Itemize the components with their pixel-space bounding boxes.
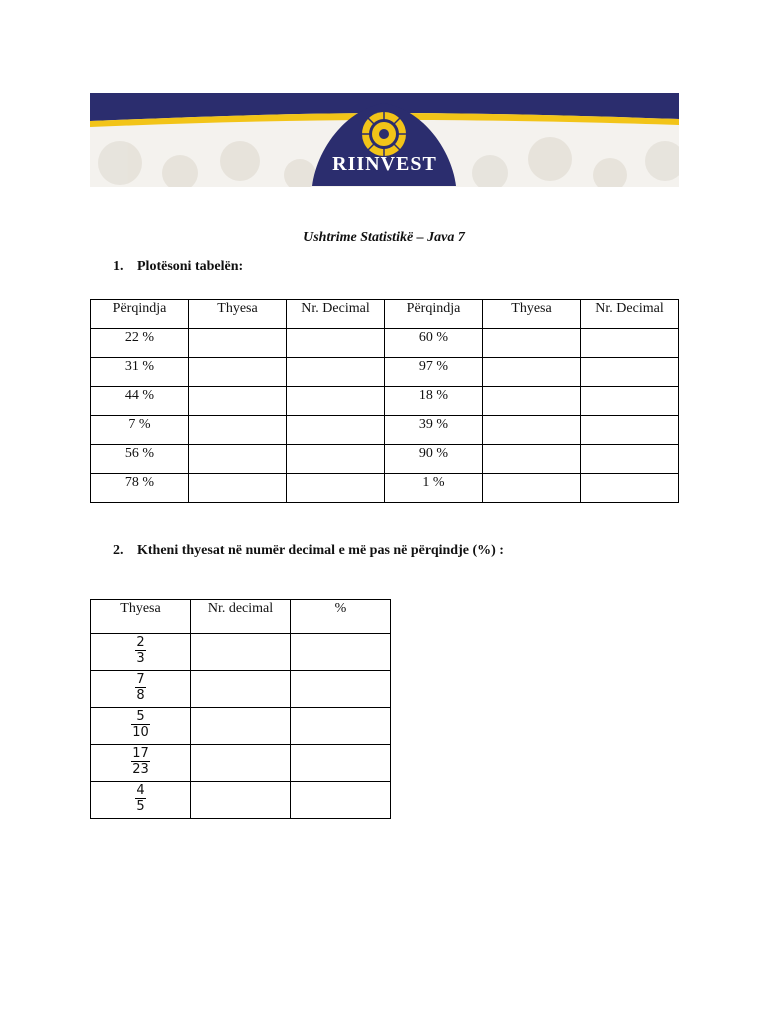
fraction: [135, 635, 145, 666]
answer-cell: [287, 474, 385, 503]
answer-cell: [483, 416, 581, 445]
answer-cell: [191, 745, 291, 782]
riinvest-banner: [90, 93, 679, 187]
answer-cell: [191, 782, 291, 819]
percent-cell: 39 %: [385, 416, 483, 445]
percent-cell: 18 %: [385, 387, 483, 416]
answer-cell: [291, 782, 391, 819]
fraction-denominator: 3: [136, 651, 145, 666]
answer-cell: [191, 671, 291, 708]
fraction-denominator: 5: [136, 799, 145, 814]
column-header: Thyesa: [91, 600, 191, 634]
column-header: Përqindja: [385, 300, 483, 329]
table-row: [91, 358, 679, 387]
fraction-numerator: 7: [136, 672, 145, 687]
fraction-denominator: 23: [132, 762, 149, 777]
answer-cell: [191, 708, 291, 745]
fraction: [131, 709, 150, 740]
answer-cell: [189, 416, 287, 445]
answer-cell: [581, 474, 679, 503]
fraction-denominator: 8: [136, 688, 145, 703]
column-header: Thyesa: [483, 300, 581, 329]
percent-cell: 22 %: [91, 329, 189, 358]
logo-wordmark: RIINVEST: [332, 153, 437, 175]
answer-cell: [287, 329, 385, 358]
fraction-cell: [91, 745, 191, 782]
answer-cell: [581, 358, 679, 387]
answer-cell: [291, 745, 391, 782]
fraction-numerator: 4: [136, 783, 145, 798]
fraction-cell: [91, 671, 191, 708]
percent-cell: 56 %: [91, 445, 189, 474]
answer-cell: [483, 358, 581, 387]
table-row: [91, 708, 391, 745]
column-header: Thyesa: [189, 300, 287, 329]
percent-cell: 1 %: [385, 474, 483, 503]
percent-cell: 78 %: [91, 474, 189, 503]
column-header: Nr. Decimal: [581, 300, 679, 329]
answer-cell: [189, 387, 287, 416]
table-row: [91, 782, 391, 819]
percent-cell: 97 %: [385, 358, 483, 387]
fraction-table: [90, 599, 391, 819]
table-row: [91, 745, 391, 782]
fraction-denominator: 10: [132, 725, 149, 740]
column-header: Nr. decimal: [191, 600, 291, 634]
answer-cell: [287, 387, 385, 416]
section-1-heading: [113, 259, 243, 275]
answer-cell: [581, 387, 679, 416]
fraction-cell: [91, 634, 191, 671]
table-row: [91, 387, 679, 416]
table-header-row: [91, 300, 679, 329]
answer-cell: [287, 416, 385, 445]
answer-cell: [189, 358, 287, 387]
fraction-numerator: 5: [136, 709, 145, 724]
table-row: [91, 474, 679, 503]
table-row: [91, 445, 679, 474]
answer-cell: [287, 445, 385, 474]
answer-cell: [581, 416, 679, 445]
answer-cell: [291, 634, 391, 671]
section-2-text: Ktheni thyesat në numër decimal e më pas në përqindje (%) :: [137, 543, 504, 558]
percent-cell: 31 %: [91, 358, 189, 387]
answer-cell: [191, 634, 291, 671]
section-1-number: 1.: [113, 259, 124, 274]
answer-cell: [189, 474, 287, 503]
table-header-row: [91, 600, 391, 634]
percent-cell: 60 %: [385, 329, 483, 358]
percent-cell: 7 %: [91, 416, 189, 445]
answer-cell: [581, 329, 679, 358]
answer-cell: [291, 671, 391, 708]
sun-logo-icon: [362, 112, 406, 156]
fraction-numerator: 17: [132, 746, 149, 761]
fraction: [135, 672, 145, 703]
section-2-number: 2.: [113, 543, 124, 558]
table-row: [91, 329, 679, 358]
table-row: [91, 671, 391, 708]
column-header: Përqindja: [91, 300, 189, 329]
table-row: [91, 634, 391, 671]
answer-cell: [291, 708, 391, 745]
answer-cell: [483, 474, 581, 503]
fraction: [135, 783, 145, 814]
fraction-numerator: 2: [136, 635, 145, 650]
answer-cell: [581, 445, 679, 474]
fraction-cell: [91, 782, 191, 819]
column-header: Nr. Decimal: [287, 300, 385, 329]
percent-table: [90, 299, 679, 503]
answer-cell: [483, 445, 581, 474]
document-title: Ushtrime Statistikë – Java 7: [303, 230, 465, 245]
section-1-text: Plotësoni tabelën:: [137, 259, 244, 274]
answer-cell: [483, 387, 581, 416]
percent-cell: 44 %: [91, 387, 189, 416]
column-header: %: [291, 600, 391, 634]
answer-cell: [189, 445, 287, 474]
table-row: [91, 416, 679, 445]
answer-cell: [189, 329, 287, 358]
answer-cell: [483, 329, 581, 358]
percent-cell: 90 %: [385, 445, 483, 474]
fraction-cell: [91, 708, 191, 745]
fraction: [131, 746, 150, 777]
answer-cell: [287, 358, 385, 387]
section-2-heading: [113, 543, 504, 559]
